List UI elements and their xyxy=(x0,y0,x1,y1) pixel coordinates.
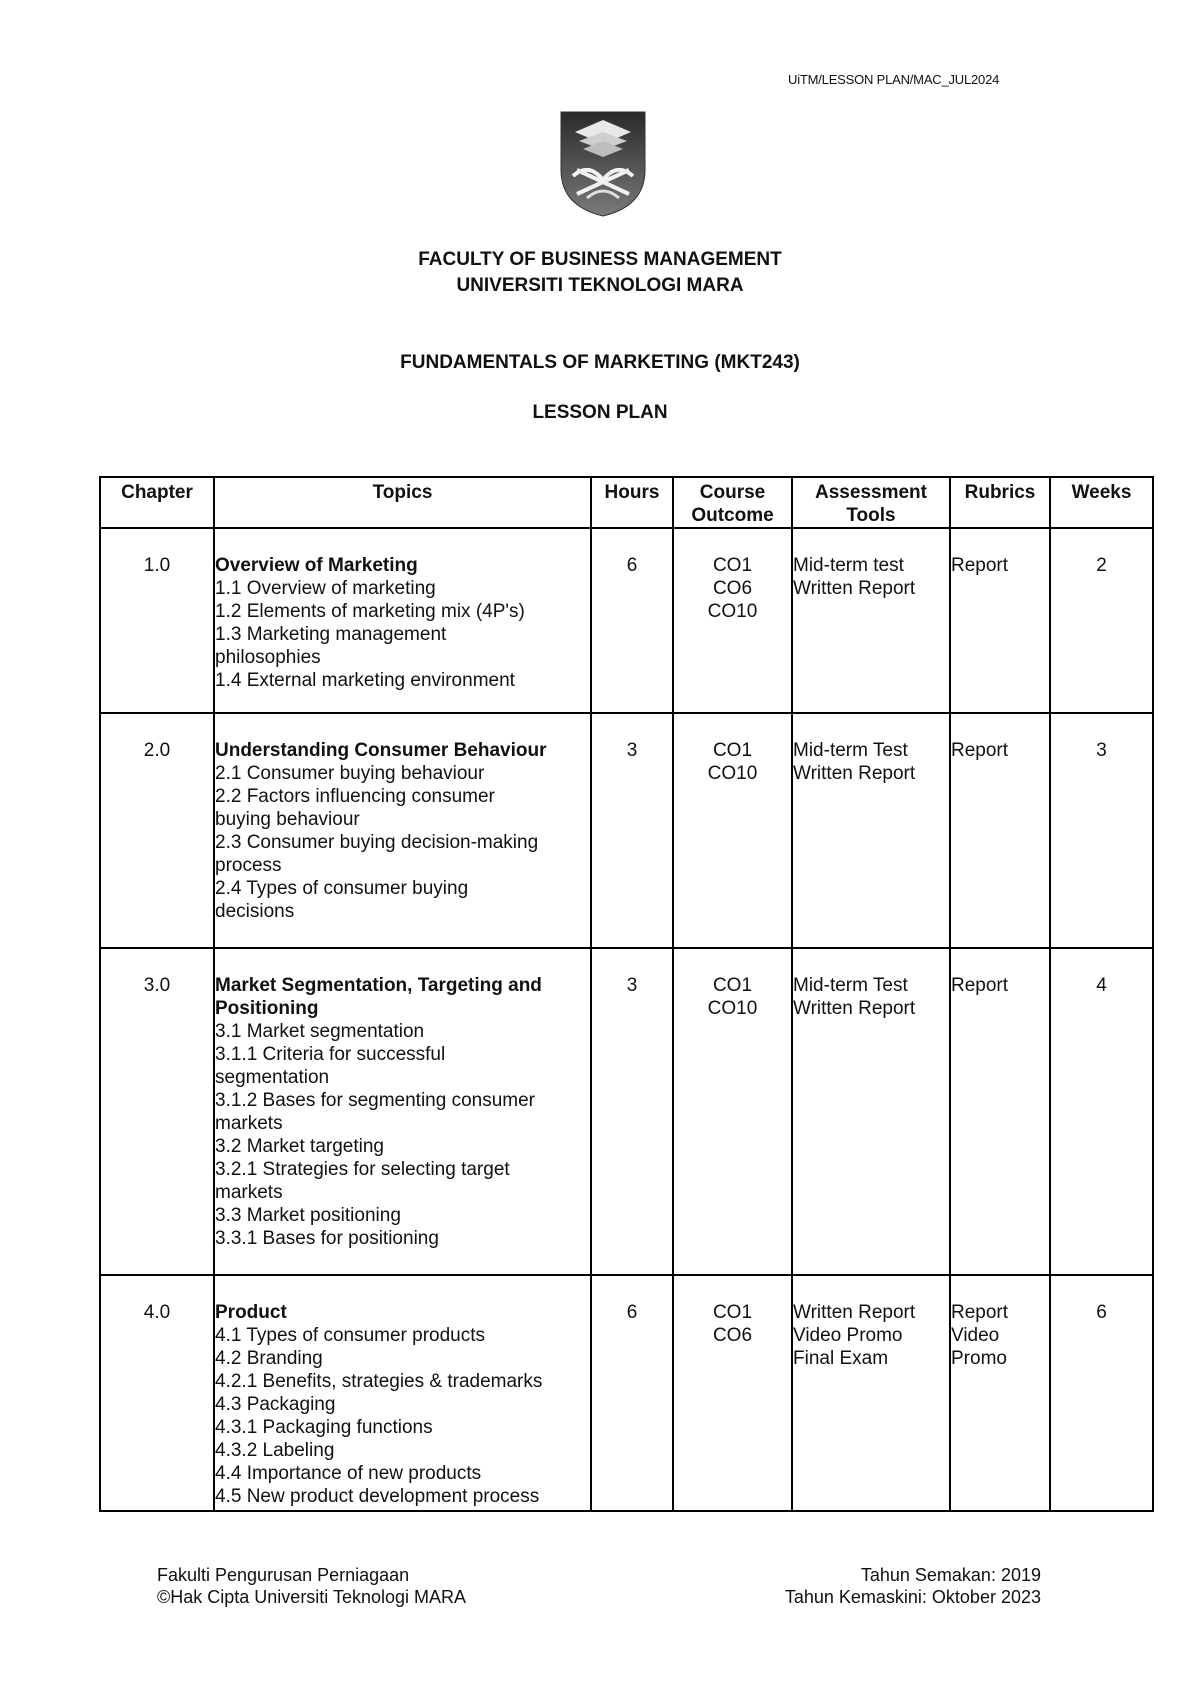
outcome-cell xyxy=(673,948,792,1275)
footer-copyright: ©Hak Cipta Universiti Teknologi MARA xyxy=(157,1587,467,1607)
rubrics-cell xyxy=(950,1275,1050,1511)
rubric-item: Promo xyxy=(951,1348,1007,1369)
faculty-name: FACULTY OF BUSINESS MANAGEMENT xyxy=(418,249,782,270)
rubric-item: Report xyxy=(951,975,1009,996)
weeks-cell: 3 xyxy=(1050,713,1153,948)
topic-item: 2.3 Consumer buying decision-making xyxy=(215,832,539,853)
outcome-cell xyxy=(673,1275,792,1511)
topic-title: Understanding Consumer Behaviour xyxy=(215,740,547,761)
lesson-plan-table xyxy=(99,476,1154,1512)
topic-item: 4.2 Branding xyxy=(215,1348,323,1369)
footer-revision-year: Tahun Semakan: 2019 xyxy=(860,1565,1041,1585)
university-name: UNIVERSITI TEKNOLOGI MARA xyxy=(456,275,744,296)
footer-faculty: Fakulti Pengurusan Perniagaan xyxy=(157,1565,410,1585)
assessment-item: Mid-term test xyxy=(793,555,904,576)
topic-item: 4.3.2 Labeling xyxy=(215,1440,335,1461)
table-row xyxy=(100,713,1153,948)
rubrics-cell xyxy=(950,528,1050,713)
outcome-item: CO10 xyxy=(707,998,758,1019)
hours-cell: 6 xyxy=(591,528,673,713)
hours-cell: 3 xyxy=(591,948,673,1275)
table-row xyxy=(100,528,1153,713)
outcome-item: CO1 xyxy=(712,975,753,996)
assessment-cell xyxy=(792,528,950,713)
header-assessment-tools xyxy=(792,477,950,528)
topics-cell xyxy=(214,948,591,1275)
outcome-item: CO10 xyxy=(707,763,758,784)
topics-cell xyxy=(214,713,591,948)
header-topics: Topics xyxy=(214,477,591,528)
table-row xyxy=(100,1275,1153,1511)
topic-item: philosophies xyxy=(215,647,321,668)
assessment-item: Written Report xyxy=(793,1302,916,1323)
assessment-item: Mid-term Test xyxy=(793,975,908,996)
weeks-cell: 6 xyxy=(1050,1275,1153,1511)
topic-item: 3.3 Market positioning xyxy=(215,1205,401,1226)
topic-item: 4.3.1 Packaging functions xyxy=(215,1417,433,1438)
weeks-cell: 2 xyxy=(1050,528,1153,713)
outcome-item: CO1 xyxy=(712,555,753,576)
topic-title: Product xyxy=(215,1302,287,1323)
topic-title: Overview of Marketing xyxy=(215,555,418,576)
chapter-cell: 3.0 xyxy=(100,948,214,1275)
rubric-item: Report xyxy=(951,1302,1009,1323)
rubric-item: Report xyxy=(951,555,1009,576)
chapter-cell: 1.0 xyxy=(100,528,214,713)
topic-item: 1.1 Overview of marketing xyxy=(215,578,436,599)
assessment-cell xyxy=(792,1275,950,1511)
header-course-outcome-line1: Course xyxy=(699,482,766,503)
outcome-item: CO6 xyxy=(712,1325,753,1346)
topic-title: Positioning xyxy=(215,998,319,1019)
rubric-item: Report xyxy=(951,740,1009,761)
topic-item: buying behaviour xyxy=(215,809,360,830)
hours-cell: 3 xyxy=(591,713,673,948)
outcome-item: CO1 xyxy=(712,1302,753,1323)
header-assessment-line2: Tools xyxy=(846,505,896,526)
topic-item: decisions xyxy=(215,901,295,922)
topic-item: 3.1 Market segmentation xyxy=(215,1021,425,1042)
header-hours: Hours xyxy=(591,477,673,528)
uitm-crest-logo xyxy=(559,110,647,218)
rubrics-cell xyxy=(950,948,1050,1275)
topic-item: 4.4 Importance of new products xyxy=(215,1463,482,1484)
topic-item: markets xyxy=(215,1182,283,1203)
outcome-item: CO6 xyxy=(712,578,753,599)
table-header-row xyxy=(100,477,1153,528)
topic-item: 3.2.1 Strategies for selecting target xyxy=(215,1159,510,1180)
topic-title: Market Segmentation, Targeting and xyxy=(215,975,542,996)
topic-item: 3.2 Market targeting xyxy=(215,1136,384,1157)
assessment-item: Video Promo xyxy=(793,1325,903,1346)
topic-item: 2.1 Consumer buying behaviour xyxy=(215,763,485,784)
topics-cell xyxy=(214,528,591,713)
outcome-cell xyxy=(673,713,792,948)
header-weeks: Weeks xyxy=(1050,477,1153,528)
assessment-item: Mid-term Test xyxy=(793,740,908,761)
topic-item: 2.4 Types of consumer buying xyxy=(215,878,469,899)
topic-item: 3.3.1 Bases for positioning xyxy=(215,1228,439,1249)
footer-right xyxy=(785,1564,1041,1608)
topic-item: 1.3 Marketing management xyxy=(215,624,447,645)
topic-item: 1.2 Elements of marketing mix (4P's) xyxy=(215,601,525,622)
table-row xyxy=(100,948,1153,1275)
assessment-item: Final Exam xyxy=(793,1348,889,1369)
outcome-item: CO1 xyxy=(712,740,753,761)
topic-item: 4.5 New product development process xyxy=(215,1486,540,1507)
topic-item: segmentation xyxy=(215,1067,330,1088)
assessment-item: Written Report xyxy=(793,763,916,784)
topic-item: 4.2.1 Benefits, strategies & trademarks xyxy=(215,1371,543,1392)
document-code: UiTM/LESSON PLAN/MAC_JUL2024 xyxy=(788,72,1000,87)
rubric-item: Video xyxy=(951,1325,1000,1346)
weeks-cell: 4 xyxy=(1050,948,1153,1275)
footer-left xyxy=(157,1564,466,1608)
chapter-cell: 2.0 xyxy=(100,713,214,948)
topic-item: process xyxy=(215,855,282,876)
footer-update-date: Tahun Kemaskini: Oktober 2023 xyxy=(784,1587,1041,1607)
topic-item: markets xyxy=(215,1113,283,1134)
header-chapter: Chapter xyxy=(100,477,214,528)
topics-cell xyxy=(214,1275,591,1511)
course-title: FUNDAMENTALS OF MARKETING (MKT243) xyxy=(400,352,800,373)
header-course-outcome-line2: Outcome xyxy=(691,505,774,526)
header-assessment-line1: Assessment xyxy=(815,482,927,503)
header-course-outcome xyxy=(673,477,792,528)
lesson-plan-title: LESSON PLAN xyxy=(532,402,668,423)
assessment-item: Written Report xyxy=(793,578,916,599)
chapter-cell: 4.0 xyxy=(100,1275,214,1511)
topic-item: 1.4 External marketing environment xyxy=(215,670,515,691)
assessment-cell xyxy=(792,948,950,1275)
topic-item: 4.1 Types of consumer products xyxy=(215,1325,486,1346)
hours-cell: 6 xyxy=(591,1275,673,1511)
topic-item: 3.1.2 Bases for segmenting consumer xyxy=(215,1090,536,1111)
assessment-cell xyxy=(792,713,950,948)
rubrics-cell xyxy=(950,713,1050,948)
assessment-item: Written Report xyxy=(793,998,916,1019)
topic-item: 4.3 Packaging xyxy=(215,1394,336,1415)
header-rubrics: Rubrics xyxy=(950,477,1050,528)
outcome-item: CO10 xyxy=(707,601,758,622)
topic-item: 3.1.1 Criteria for successful xyxy=(215,1044,446,1065)
outcome-cell xyxy=(673,528,792,713)
topic-item: 2.2 Factors influencing consumer xyxy=(215,786,495,807)
